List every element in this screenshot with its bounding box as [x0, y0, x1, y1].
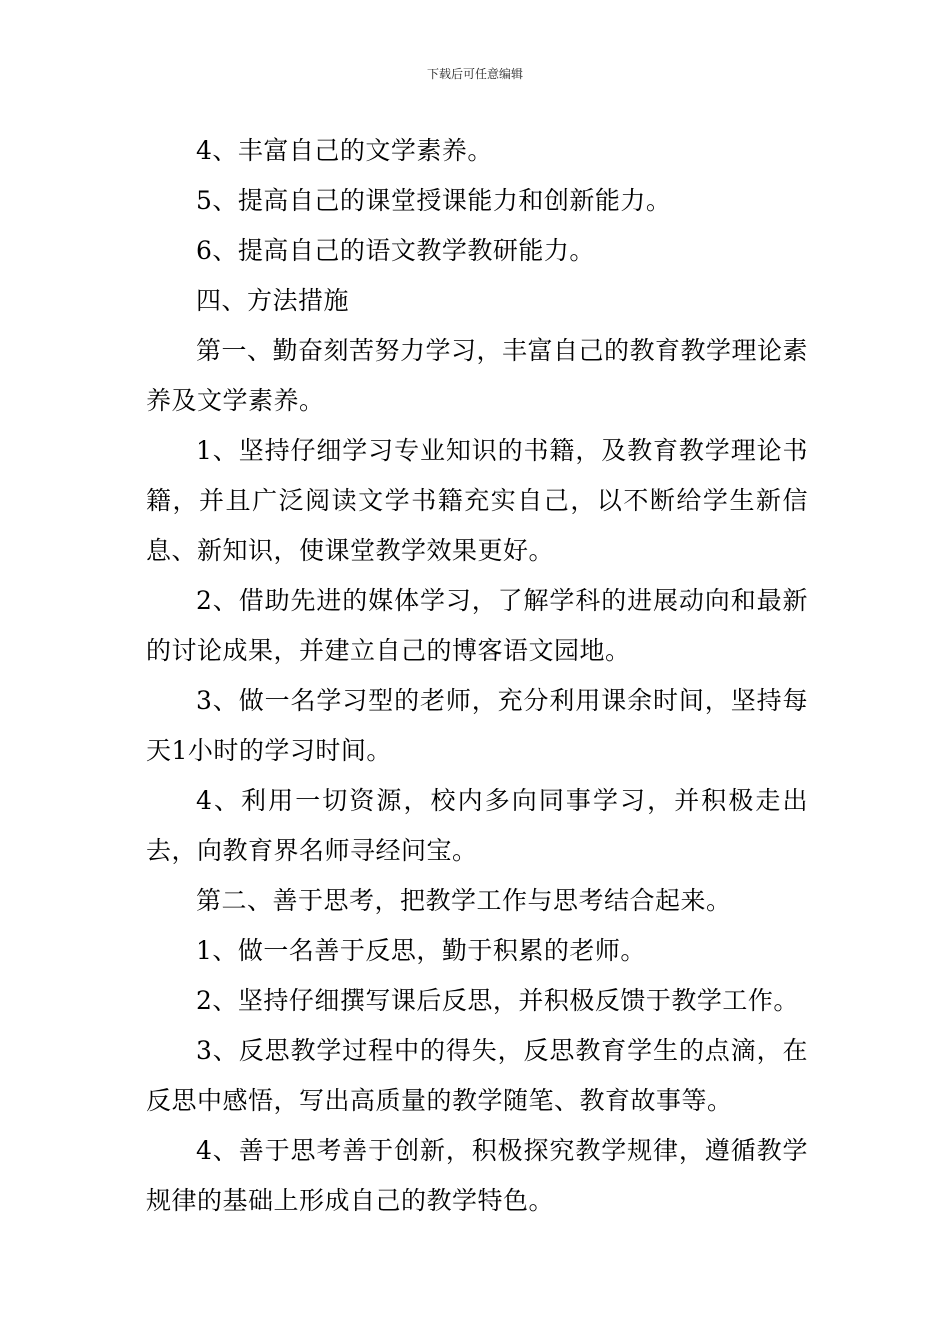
page-header-note: 下载后可任意编辑: [426, 67, 523, 81]
section-heading: 四、方法措施: [196, 286, 350, 315]
paragraph: 2、借助先进的媒体学习，了解学科的进展动向和最新的讨论成果，并建立自己的博客语文园地。: [146, 586, 808, 665]
paragraph: 1、做一名善于反思，勤于积累的老师。: [196, 936, 646, 965]
paragraph: 4、丰富自己的文学素养。: [196, 136, 493, 165]
paragraph: 4、善于思考善于创新，积极探究教学规律，遵循教学规律的基础上形成自己的教学特色。: [146, 1136, 808, 1215]
paragraph: 4、利用一切资源，校内多向同事学习，并积极走出去，向教育界名师寻经问宝。: [146, 786, 808, 865]
paragraph: 第一、勤奋刻苦努力学习，丰富自己的教育教学理论素养及文学素养。: [146, 336, 809, 415]
paragraph: 5、提高自己的课堂授课能力和创新能力。: [196, 186, 672, 215]
paragraph: 3、反思教学过程中的得失，反思教育学生的点滴，在反思中感悟，写出高质量的教学随笔、教育故事等。: [146, 1036, 808, 1115]
paragraph: 2、坚持仔细撰写课后反思，并积极反馈于教学工作。: [196, 986, 799, 1015]
paragraph: 3、做一名学习型的老师，充分利用课余时间，坚持每天1小时的学习时间。: [146, 686, 808, 765]
paragraph: 第二、善于思考，把教学工作与思考结合起来。: [196, 886, 732, 915]
paragraph: 1、坚持仔细学习专业知识的书籍，及教育教学理论书籍，并且广泛阅读文学书籍充实自己，以不断给学生新信息、新知识，使课堂教学效果更好。: [146, 436, 808, 565]
paragraph: 6、提高自己的语文教学教研能力。: [196, 236, 595, 265]
document-body: [146, 126, 808, 1226]
